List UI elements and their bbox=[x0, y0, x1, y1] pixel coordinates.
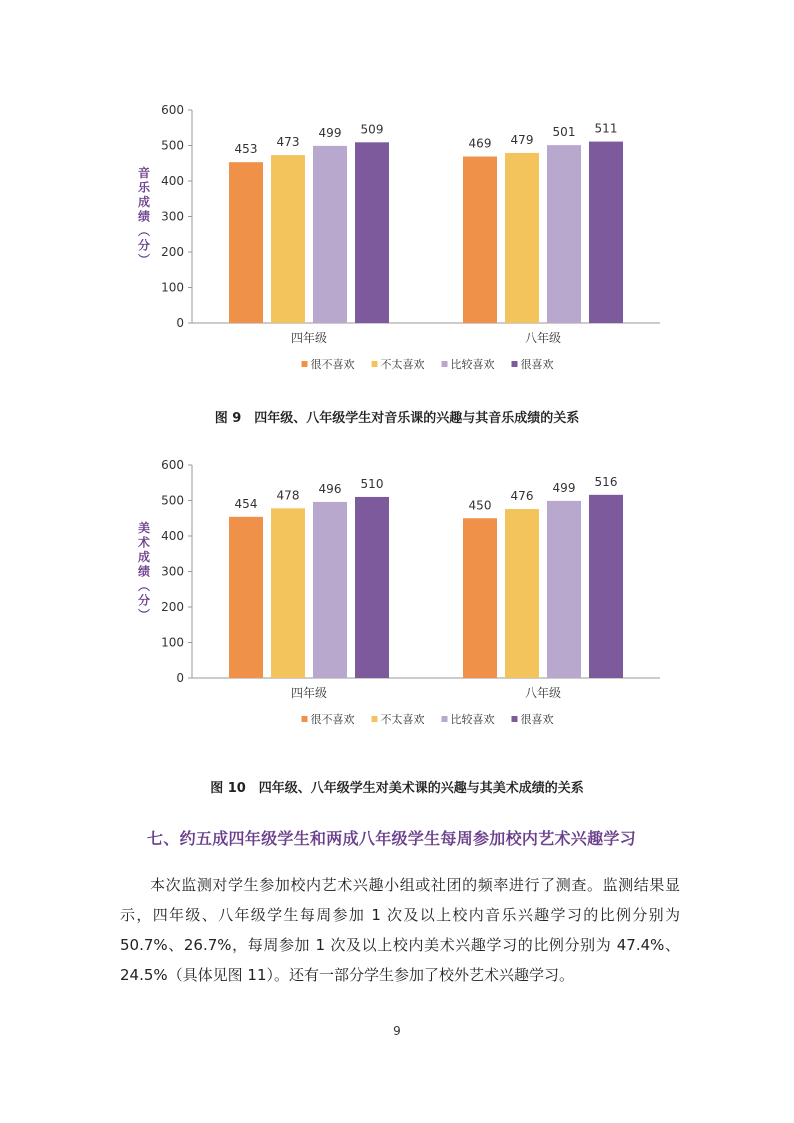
chart1-y-tick-label: 400 bbox=[161, 529, 184, 543]
chart1-legend-label: 很不喜欢 bbox=[310, 713, 355, 726]
chart1-y-axis-label: 美术成绩︵分︶ bbox=[137, 521, 151, 622]
figure-10-caption: 图 10 四年级、八年级学生对美术课的兴趣与其美术成绩的关系 bbox=[210, 781, 584, 796]
chart0-y-axis-label: 音乐成绩︵分︶ bbox=[137, 166, 151, 267]
chart0-legend-label: 比较喜欢 bbox=[450, 358, 495, 371]
chart1-bar-value-label: 496 bbox=[318, 481, 342, 496]
chart0-bar-value-label: 453 bbox=[234, 142, 258, 157]
page-number: 9 bbox=[393, 1024, 401, 1038]
chart1-bar-value-label: 454 bbox=[234, 496, 258, 511]
body-paragraph: 本次监测对学生参加校内艺术兴趣小组或社团的频率进行了测查。监测结果显示，四年级、八年级学生每周参加 1 次及以上校内音乐兴趣学习的比例分别为 50.7%、26.7%，每周参加 1 次及以上校内美术兴趣学习的比例分别为 47.4%、24.5%（具体见图 11）。还有一部分学生参加了校外艺术兴趣学习。 bbox=[120, 876, 680, 984]
chart1-bar-value-label: 499 bbox=[552, 480, 576, 495]
chart1-y-tick-label: 100 bbox=[161, 635, 184, 650]
chart0-y-tick-label: 200 bbox=[161, 245, 184, 259]
art-chart bbox=[120, 455, 680, 745]
chart1-bar bbox=[313, 502, 347, 678]
chart0-legend-swatch bbox=[512, 361, 518, 367]
chart0-category-label: 四年级 bbox=[290, 331, 328, 345]
chart0-bar bbox=[229, 162, 263, 323]
chart1-bar bbox=[505, 509, 539, 678]
chart1-category-label: 八年级 bbox=[524, 686, 562, 700]
chart1-bar-value-label: 450 bbox=[468, 498, 492, 513]
chart0-y-tick-label: 0 bbox=[176, 316, 184, 330]
chart0-y-tick-label: 400 bbox=[161, 174, 184, 188]
chart0-bar bbox=[463, 157, 497, 323]
chart1-y-tick-label: 0 bbox=[176, 671, 184, 685]
chart0-y-tick-label: 600 bbox=[161, 103, 184, 117]
chart1-y-tick-label: 300 bbox=[161, 564, 184, 579]
section-heading: 七、约五成四年级学生和两成八年级学生每周参加校内艺术兴趣学习 bbox=[147, 829, 637, 848]
chart1-bar bbox=[355, 497, 389, 678]
chart1-y-tick-label: 600 bbox=[161, 458, 184, 472]
chart0-bar bbox=[547, 145, 581, 323]
chart1-bar bbox=[271, 508, 305, 678]
chart0-bar-value-label: 479 bbox=[510, 132, 534, 147]
chart1-bar bbox=[589, 495, 623, 678]
chart1-legend-swatch bbox=[512, 716, 518, 722]
chart1-legend-swatch bbox=[372, 716, 378, 722]
chart0-legend-swatch bbox=[372, 361, 378, 367]
chart0-legend-swatch bbox=[442, 361, 448, 367]
music-chart bbox=[120, 100, 680, 385]
chart1-bar-value-label: 476 bbox=[510, 489, 534, 504]
chart0-legend-label: 很喜欢 bbox=[520, 358, 554, 371]
chart0-bar bbox=[355, 142, 389, 323]
chart0-y-tick-label: 300 bbox=[161, 209, 184, 224]
chart0-bar bbox=[271, 155, 305, 323]
chart0-bar bbox=[313, 146, 347, 323]
chart0-bar-value-label: 499 bbox=[318, 125, 342, 140]
chart1-category-label: 四年级 bbox=[290, 686, 328, 700]
chart0-category-label: 八年级 bbox=[524, 331, 562, 345]
chart0-bar-value-label: 473 bbox=[276, 135, 300, 150]
chart0-legend-label: 不太喜欢 bbox=[380, 358, 425, 371]
chart1-bar-value-label: 478 bbox=[276, 488, 300, 503]
chart0-bar bbox=[589, 142, 623, 323]
chart1-legend-label: 比较喜欢 bbox=[450, 713, 495, 726]
chart1-legend-swatch bbox=[302, 716, 308, 722]
chart0-bar bbox=[505, 153, 539, 323]
chart1-legend-label: 不太喜欢 bbox=[380, 713, 425, 726]
chart0-legend-swatch bbox=[302, 361, 308, 367]
chart1-bar-value-label: 516 bbox=[594, 474, 618, 489]
chart1-y-tick-label: 500 bbox=[161, 493, 184, 508]
chart0-bar-value-label: 509 bbox=[360, 122, 384, 137]
chart1-bar bbox=[229, 517, 263, 678]
figure-9-caption: 图 9 四年级、八年级学生对音乐课的兴趣与其音乐成绩的关系 bbox=[214, 411, 580, 426]
chart1-bar bbox=[547, 501, 581, 678]
chart1-bar-value-label: 510 bbox=[360, 476, 384, 491]
chart1-bar bbox=[463, 518, 497, 678]
chart0-y-tick-label: 100 bbox=[161, 280, 184, 295]
chart0-y-tick-label: 500 bbox=[161, 138, 184, 153]
body-text bbox=[120, 870, 680, 990]
music-chart-svg bbox=[120, 100, 680, 385]
chart1-y-tick-label: 200 bbox=[161, 600, 184, 614]
chart0-bar-value-label: 469 bbox=[468, 136, 492, 151]
art-chart-svg bbox=[120, 455, 680, 745]
chart1-legend-label: 很喜欢 bbox=[520, 713, 554, 726]
chart1-legend-swatch bbox=[442, 716, 448, 722]
chart0-bar-value-label: 501 bbox=[552, 125, 576, 140]
chart0-bar-value-label: 511 bbox=[594, 121, 618, 136]
chart0-legend-label: 很不喜欢 bbox=[310, 358, 355, 371]
